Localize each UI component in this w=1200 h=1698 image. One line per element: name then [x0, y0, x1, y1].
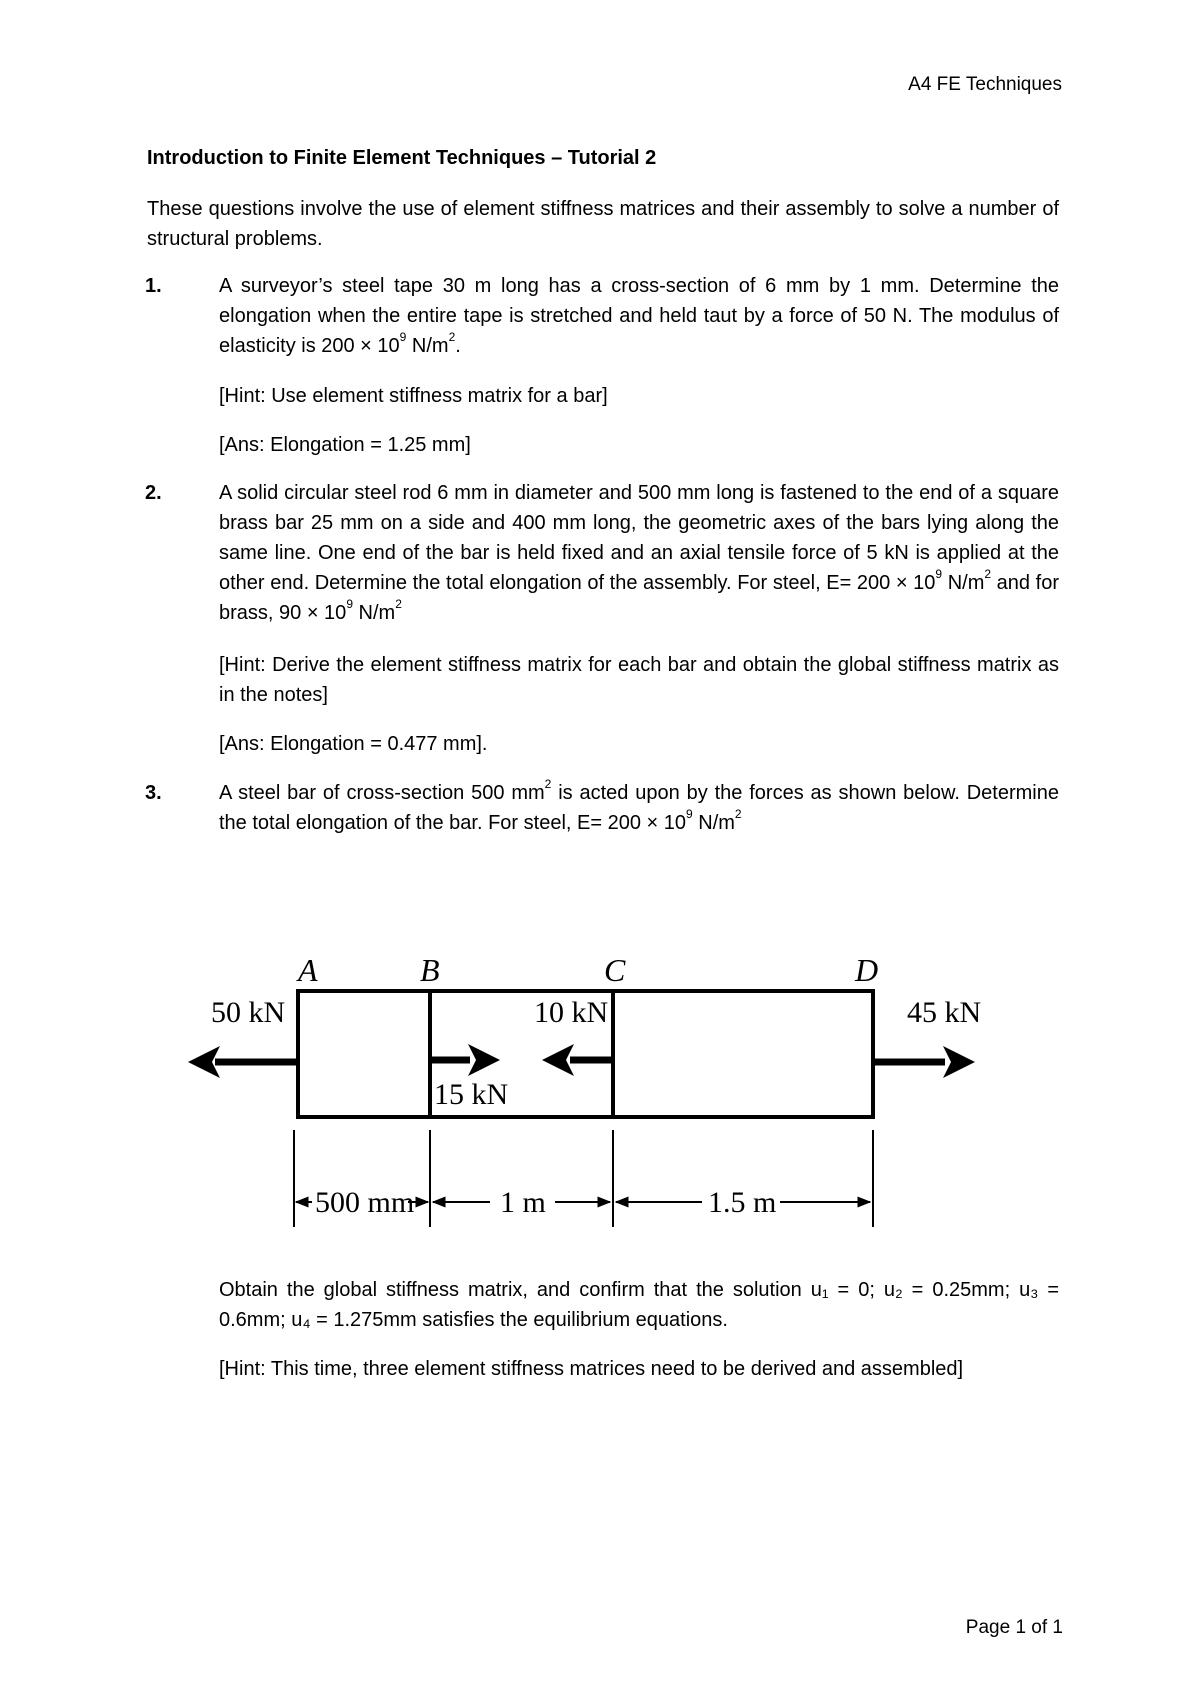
force-arrow-right-head — [943, 1046, 975, 1078]
force-arrow-c-head — [542, 1044, 574, 1076]
force-label-right: 45 kN — [907, 996, 982, 1029]
dimension-label-500mm: 500 mm — [315, 1186, 415, 1219]
question-1-hint: [Hint: Use element stiffness matrix for a bar] — [219, 385, 608, 407]
question-2-text: A solid circular steel rod 6 mm in diameter and 500 mm long is fastened to the end of a square brass bar 25 mm on a side and 400 mm long, the geometric axes of the bars lying along the same line. One end of the bar is held fixed and an axial tensile force of 5 kN is applied at the other end. Determine the total elongation of the assembly. For steel, $E= 200 \times 10^9$ $N/m^2$ and for brass, $90 \times 10^9$ $N/m^2$ — [219, 482, 1059, 624]
question-1-text: A surveyor’s steel tape 30 m long has a cross-section of 6 mm by 1 mm. Determine the elongation when the entire tape is stretched and held taut by a force of 50 N. The modulus of elasticity is $200 \times 10^9$ $N/m^2$. — [219, 275, 1059, 357]
dimension-label-1-5m: 1.5 m — [708, 1186, 777, 1219]
question-1-number: 1. — [145, 275, 162, 297]
question-2-hint: [Hint: Derive the element stiffness matrix for each bar and obtain the global stiffness matrix as in the notes] — [219, 654, 1059, 706]
force-label-left: 50 kN — [211, 996, 286, 1029]
dimension-label-1m: 1 m — [500, 1186, 546, 1219]
point-label-c: C — [604, 952, 626, 988]
page-number: Page 1 of 1 — [965, 1617, 1063, 1638]
force-label-b: 15 kN — [434, 1078, 509, 1111]
point-label-d: D — [855, 952, 879, 988]
question-3-hint: [Hint: This time, three element stiffness matrices need to be derived and assembled] — [219, 1358, 964, 1380]
point-label-a: A — [298, 952, 318, 988]
force-arrow-b-head — [468, 1044, 500, 1076]
question-3-follow-up: Obtain the global stiffness matrix, and confirm that the solution u₁ = 0; u₂ = 0.25mm; u₃ = 0.6mm; u₄ = 1.275mm satisfies the equilibrium equations. — [219, 1279, 1059, 1331]
question-3-number: 3. — [145, 782, 162, 804]
document-title: Introduction to Finite Element Techniques – Tutorial 2 — [147, 147, 657, 169]
running-header: A4 FE Techniques — [908, 74, 1062, 95]
question-2-number: 2. — [145, 482, 162, 504]
point-label-b: B — [420, 952, 440, 988]
intro-paragraph: These questions involve the use of element stiffness matrices and their assembly to solve a number of structural problems. — [147, 198, 1059, 250]
question-1-answer: [Ans: Elongation = 1.25 mm] — [219, 434, 471, 456]
force-label-c: 10 kN — [534, 996, 609, 1029]
question-3-text: A steel bar of cross-section 500 $mm^2$ is acted upon by the forces as shown below. Determine the total elongation of the bar. For steel, $E= 200 \times 10^9$ $N/m^2$ — [219, 777, 1059, 834]
question-2-answer: [Ans: Elongation = 0.477 mm]. — [219, 733, 488, 755]
bar-force-diagram — [180, 940, 1000, 1240]
